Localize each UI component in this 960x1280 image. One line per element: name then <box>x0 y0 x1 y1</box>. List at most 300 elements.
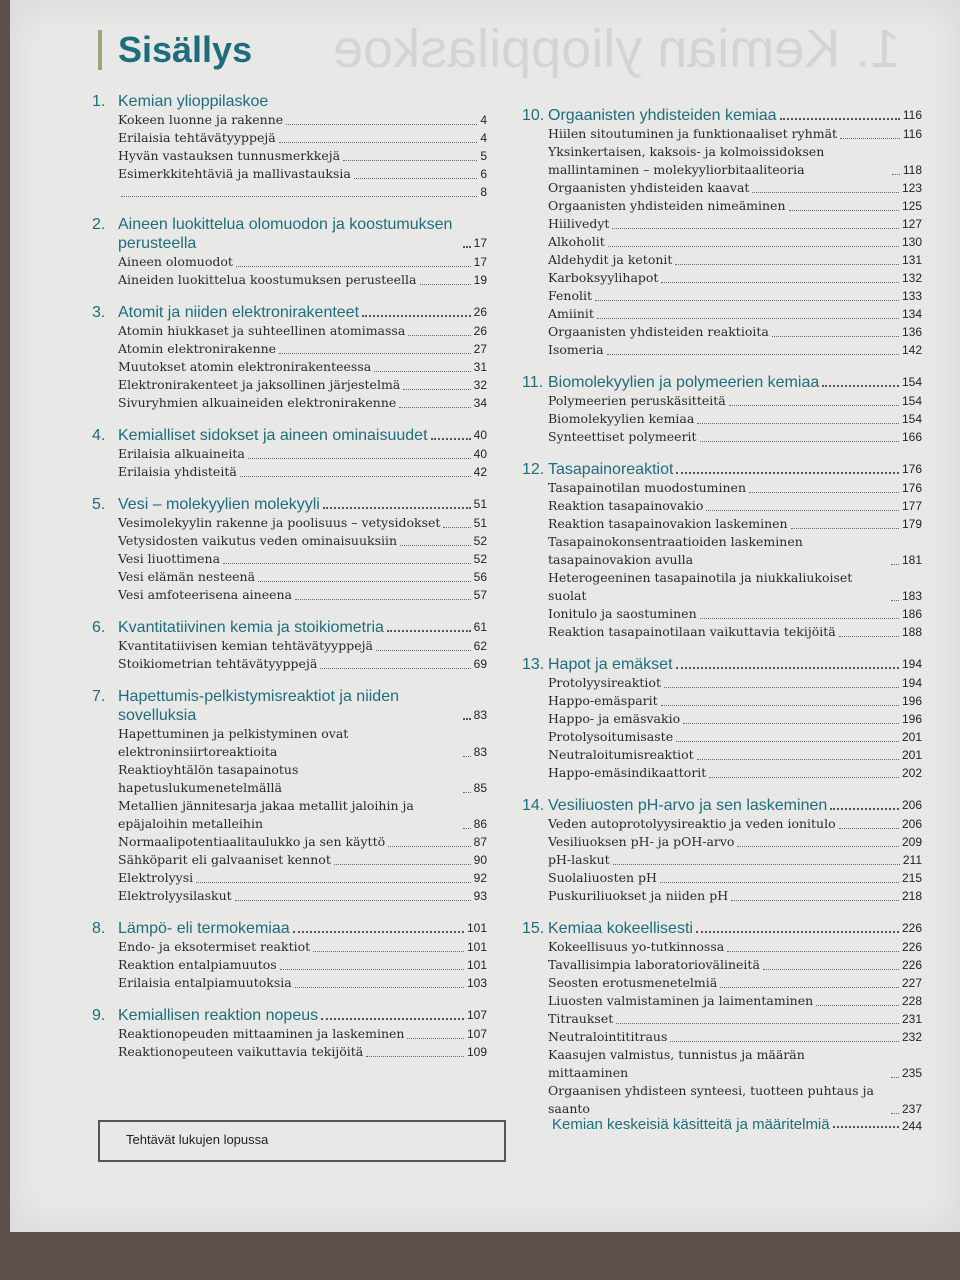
chapter-title: Tasapainoreaktiot <box>548 461 674 478</box>
chapter-title: Biomolekyylien ja polymeerien kemiaa <box>548 374 820 391</box>
chapter-title-row <box>118 426 487 445</box>
subsection-item[interactable] <box>548 938 922 956</box>
dot-leader <box>891 1113 899 1114</box>
dot-leader <box>731 900 899 901</box>
subsection-item[interactable] <box>548 815 922 833</box>
dot-leader <box>408 335 470 336</box>
dot-leader <box>334 864 471 865</box>
chapter-heading[interactable] <box>92 215 487 253</box>
subsection-list <box>548 815 922 905</box>
subsection-page-number: 56 <box>473 570 487 584</box>
dot-leader <box>420 284 471 285</box>
subsection-title: Stoikiometrian tehtävätyyppejä <box>118 656 318 671</box>
dot-leader <box>320 668 470 669</box>
subsection-title: Orgaanisen yhdisteen synteesi, tuotteen puhtaus ja saanto <box>548 1083 874 1116</box>
subsection-page-number: 127 <box>901 217 922 231</box>
subsection-title: Kokeen luonne ja rakenne <box>118 112 284 127</box>
subsection-item[interactable] <box>548 515 922 533</box>
toc-chapter <box>92 618 487 673</box>
chapter-title: Atomit ja niiden elektronirakenteet <box>118 304 360 321</box>
subsection-page-number: 101 <box>466 940 487 954</box>
chapter-title-row <box>548 919 922 938</box>
subsection-page-number: 83 <box>473 745 487 759</box>
dot-leader <box>752 192 899 193</box>
chapter-title: Kemialliset sidokset ja aineen ominaisuudet <box>118 427 428 444</box>
dot-leader <box>374 371 470 372</box>
subsection-title: Kvantitatiivisen kemian tehtävätyyppejä <box>118 638 373 653</box>
chapter-heading[interactable] <box>92 495 487 514</box>
chapter-heading[interactable] <box>522 106 922 125</box>
subsection-page-number: 103 <box>466 976 487 990</box>
subsection-title: Kaasujen valmistus, tunnistus ja määrän mittaaminen <box>548 1047 805 1080</box>
chapter-page-number: 17 <box>473 236 487 250</box>
subsection-page-number: 188 <box>901 625 922 639</box>
subsection-item[interactable] <box>118 637 487 655</box>
chapter-heading[interactable] <box>522 460 922 479</box>
subsection-item[interactable] <box>118 129 487 147</box>
subsection-item[interactable] <box>118 568 487 586</box>
dot-leader <box>833 1126 899 1128</box>
chapter-number: 11. <box>522 374 544 391</box>
subsection-page-number: 181 <box>901 553 922 567</box>
chapter-heading[interactable] <box>522 919 922 938</box>
subsection-item[interactable] <box>548 392 922 410</box>
chapter-number: 10. <box>522 107 545 124</box>
subsection-item[interactable] <box>548 956 922 974</box>
end-of-chapter-exercises-box: Tehtävät lukujen lopussa <box>98 1120 506 1162</box>
subsection-page-number: 125 <box>901 199 922 213</box>
subsection-title: Neutralointititraus <box>548 1029 668 1044</box>
subsection-item[interactable] <box>118 532 487 550</box>
subsection-item[interactable] <box>548 728 922 746</box>
subsection-title: Vesi elämän nesteenä <box>118 569 256 584</box>
subsection-title: Tasapainokonsentraatioiden laskeminen tasapainovakion avulla <box>548 534 803 567</box>
subsection-item[interactable] <box>548 341 922 359</box>
dot-leader <box>407 1038 464 1039</box>
subsection-page-number: 123 <box>901 181 922 195</box>
subsection-page-number: 4 <box>480 113 487 127</box>
subsection-page-number: 194 <box>901 676 922 690</box>
dot-leader <box>763 969 899 970</box>
subsection-page-number: 211 <box>902 853 922 867</box>
subsection-item[interactable] <box>118 147 487 165</box>
subsection-page-number: 226 <box>901 940 922 954</box>
subsection-item[interactable] <box>548 323 922 341</box>
subsection-list <box>118 445 487 481</box>
subsection-item[interactable] <box>118 1043 487 1061</box>
bleed-through-text: 1. Kemian ylioppilaskoe <box>332 19 900 79</box>
subsection-item[interactable] <box>548 674 922 692</box>
subsection-title: Elektrolyysilaskut <box>118 888 232 903</box>
subsection-page-number: 51 <box>473 516 487 530</box>
subsection-title: Normaalipotentiaalitaulukko ja sen käyttö <box>118 834 386 849</box>
dot-leader <box>236 266 471 267</box>
subsection-title: Suolaliuosten pH <box>548 870 657 885</box>
toc-left-column <box>92 92 487 1075</box>
chapter-number: 5. <box>92 496 106 513</box>
subsection-title: Reaktion tasapainotilaan vaikuttavia tekijöitä <box>548 624 836 639</box>
subsection-item[interactable] <box>548 125 922 143</box>
subsection-page-number: 136 <box>901 325 922 339</box>
subsection-page-number: 237 <box>901 1102 922 1116</box>
subsection-item[interactable] <box>118 111 487 129</box>
subsection-title: Vetysidosten vaikutus veden ominaisuuksiin <box>118 533 398 548</box>
subsection-title: Reaktion tasapainovakio <box>548 498 704 513</box>
subsection-title: Hiilivedyt <box>548 216 610 231</box>
subsection-title: Happo-emäsindikaattorit <box>548 765 707 780</box>
subsection-page-number: 186 <box>901 607 922 621</box>
subsection-item[interactable] <box>548 143 922 179</box>
subsection-item[interactable] <box>118 463 487 481</box>
subsection-item[interactable] <box>118 376 487 394</box>
subsection-item[interactable] <box>118 550 487 568</box>
dot-leader <box>830 808 899 810</box>
subsection-item[interactable] <box>118 956 487 974</box>
subsection-page-number: 226 <box>901 958 922 972</box>
subsection-item[interactable] <box>548 1010 922 1028</box>
toc-final-entry[interactable] <box>552 1116 922 1133</box>
subsection-list <box>118 111 487 201</box>
subsection-item[interactable] <box>118 183 487 201</box>
subsection-item[interactable] <box>548 179 922 197</box>
subsection-item[interactable] <box>118 725 487 761</box>
subsection-page-number: 196 <box>901 694 922 708</box>
subsection-title: Kokeellisuus yo-tutkinnossa <box>548 939 725 954</box>
chapter-number: 6. <box>92 619 106 636</box>
chapter-heading[interactable] <box>522 655 922 674</box>
chapter-page-number: 40 <box>473 428 487 442</box>
subsection-page-number: 228 <box>901 994 922 1008</box>
subsection-title: Isomeria <box>548 342 604 357</box>
subsection-page-number: 8 <box>480 185 487 199</box>
subsection-page-number: 209 <box>901 835 922 849</box>
subsection-title: Reaktioyhtälön tasapainotus hapetuslukumenetelmällä <box>118 762 299 795</box>
subsection-page-number: 69 <box>473 657 487 671</box>
subsection-item[interactable] <box>548 833 922 851</box>
subsection-item[interactable] <box>548 533 922 569</box>
chapter-title-row <box>118 687 487 725</box>
dot-leader <box>891 600 899 601</box>
subsection-item[interactable] <box>548 269 922 287</box>
subsection-title: Orgaanisten yhdisteiden nimeäminen <box>548 198 786 213</box>
dot-leader <box>595 300 899 301</box>
subsection-item[interactable] <box>548 251 922 269</box>
subsection-title: Reaktionopeuteen vaikuttavia tekijöitä <box>118 1044 364 1059</box>
subsection-item[interactable] <box>118 938 487 956</box>
final-entry-page: 244 <box>901 1119 922 1133</box>
subsection-list <box>548 674 922 782</box>
subsection-title: Orgaanisten yhdisteiden reaktioita <box>548 324 769 339</box>
toc-chapter <box>522 460 922 641</box>
dot-leader <box>295 987 464 988</box>
subsection-item[interactable] <box>118 1025 487 1043</box>
chapter-number: 7. <box>92 688 106 705</box>
subsection-title: Vesi amfoteerisena aineena <box>118 587 292 602</box>
subsection-item[interactable] <box>548 410 922 428</box>
final-entry-title: Kemian keskeisiä käsitteitä ja määritelmiä <box>552 1116 830 1133</box>
subsection-page-number: 92 <box>473 871 487 885</box>
subsection-list <box>118 1025 487 1061</box>
subsection-item[interactable] <box>548 233 922 251</box>
chapter-title: Kemian ylioppilaskoe <box>118 93 269 110</box>
subsection-item[interactable] <box>118 253 487 271</box>
dot-leader <box>676 472 899 474</box>
subsection-page-number: 19 <box>473 273 487 287</box>
subsection-item[interactable] <box>118 869 487 887</box>
subsection-page-number: 130 <box>901 235 922 249</box>
subsection-title: Aineen olomuodot <box>118 254 233 269</box>
subsection-item[interactable] <box>548 479 922 497</box>
subsection-title: Ionitulo ja saostuminen <box>548 606 697 621</box>
subsection-title: Tasapainotilan muodostuminen <box>548 480 747 495</box>
subsection-item[interactable] <box>118 394 487 412</box>
subsection-title: Elektronirakenteet ja jaksollinen järjestelmä <box>118 377 401 392</box>
dot-leader <box>661 705 899 706</box>
chapter-page-number: 51 <box>473 497 487 511</box>
chapter-number: 14. <box>522 797 545 814</box>
subsection-page-number: 42 <box>473 465 487 479</box>
chapter-number: 12. <box>522 461 545 478</box>
subsection-page-number: 134 <box>901 307 922 321</box>
chapter-title-row <box>548 796 922 815</box>
subsection-title: Happo- ja emäsvakio <box>548 711 681 726</box>
subsection-title: Hiilen sitoutuminen ja funktionaaliset ryhmät <box>548 126 838 141</box>
subsection-page-number: 201 <box>901 748 922 762</box>
subsection-page-number: 202 <box>901 766 922 780</box>
chapter-page-number: 101 <box>466 921 487 935</box>
subsection-page-number: 90 <box>473 853 487 867</box>
subsection-title: Atomin elektronirakenne <box>118 341 277 356</box>
subsection-title: Puskuriliuokset ja niiden pH <box>548 888 729 903</box>
dot-leader <box>321 1018 464 1020</box>
subsection-item[interactable] <box>118 322 487 340</box>
subsection-item[interactable] <box>548 497 922 515</box>
dot-leader <box>772 336 899 337</box>
subsection-title: Alkoholit <box>548 234 605 249</box>
dot-leader <box>443 527 470 528</box>
chapter-page-number: 116 <box>902 108 922 122</box>
subsection-page-number: 4 <box>480 131 487 145</box>
subsection-page-number: 166 <box>901 430 922 444</box>
subsection-title: Esimerkkitehtäviä ja mallivastauksia <box>118 166 351 181</box>
subsection-title: Yksinkertaisen, kaksois- ja kolmoissidoksen mallintaminen – molekyyliorbitaaliteoria <box>548 144 825 177</box>
subsection-item[interactable] <box>118 514 487 532</box>
chapter-heading[interactable] <box>92 919 487 938</box>
toc-chapter <box>522 106 922 359</box>
chapter-title: Hapettumis-pelkistymisreaktiot ja niiden sovelluksia <box>118 688 399 724</box>
subsection-item[interactable] <box>118 271 487 289</box>
subsection-item[interactable] <box>118 797 487 833</box>
subsection-item[interactable] <box>548 623 922 641</box>
dot-leader <box>697 759 899 760</box>
subsection-title: Tavallisimpia laboratoriovälineitä <box>548 957 760 972</box>
subsection-page-number: 179 <box>901 517 922 531</box>
dot-leader <box>223 563 471 564</box>
chapter-title: Aineen luokittelua olomuodon ja koostumuksen perusteella <box>118 216 453 252</box>
dot-leader <box>354 178 477 179</box>
subsection-page-number: 62 <box>473 639 487 653</box>
dot-leader <box>706 510 899 511</box>
chapter-title-row <box>118 215 487 253</box>
dot-leader <box>661 282 899 283</box>
subsection-item[interactable] <box>548 746 922 764</box>
dot-leader <box>737 846 899 847</box>
dot-leader <box>387 630 471 632</box>
dot-leader <box>700 441 899 442</box>
subsection-title: Sivuryhmien alkuaineiden elektronirakenne <box>118 395 397 410</box>
dot-leader <box>280 969 464 970</box>
subsection-page-number: 87 <box>473 835 487 849</box>
chapter-title: Vesi – molekyylien molekyyli <box>118 496 320 513</box>
subsection-item[interactable] <box>548 992 922 1010</box>
subsection-title: Metallien jännitesarja jakaa metallit jaloihin ja epäjaloihin metalleihin <box>118 798 414 831</box>
toc-chapter <box>92 687 487 905</box>
subsection-title: Aineiden luokittelua koostumuksen perusteella <box>118 272 417 287</box>
dot-leader <box>376 650 471 651</box>
subsection-title: Vesiliuoksen pH- ja pOH-arvo <box>548 834 735 849</box>
dot-leader <box>431 438 471 440</box>
subsection-item[interactable] <box>548 869 922 887</box>
subsection-page-number: 215 <box>901 871 922 885</box>
chapter-heading[interactable] <box>522 796 922 815</box>
subsection-list <box>118 322 487 412</box>
chapter-number: 9. <box>92 1007 106 1024</box>
chapter-number: 4. <box>92 427 106 444</box>
chapter-number: 13. <box>522 656 545 673</box>
subsection-item[interactable] <box>548 974 922 992</box>
dot-leader <box>399 407 470 408</box>
chapter-heading[interactable] <box>92 618 487 637</box>
chapter-page-number: 194 <box>901 657 922 671</box>
dot-leader <box>839 636 899 637</box>
dot-leader <box>463 828 471 829</box>
dot-leader <box>676 741 899 742</box>
subsection-page-number: 6 <box>480 167 487 181</box>
subsection-item[interactable] <box>548 1082 922 1118</box>
subsection-item[interactable] <box>548 215 922 233</box>
chapter-heading[interactable] <box>92 92 487 111</box>
chapter-page-number: 154 <box>901 375 922 389</box>
dot-leader <box>727 951 899 952</box>
chapter-heading[interactable] <box>92 426 487 445</box>
dot-leader <box>664 687 899 688</box>
subsection-page-number: 133 <box>901 289 922 303</box>
chapter-heading[interactable] <box>92 687 487 725</box>
chapter-heading[interactable] <box>92 1006 487 1025</box>
subsection-item[interactable] <box>118 833 487 851</box>
subsection-item[interactable] <box>118 851 487 869</box>
dot-leader <box>258 581 471 582</box>
subsection-item[interactable] <box>118 445 487 463</box>
dot-leader <box>366 1056 464 1057</box>
subsection-item[interactable] <box>118 887 487 905</box>
chapter-title-row <box>118 495 487 514</box>
subsection-item[interactable] <box>548 1046 922 1082</box>
chapter-heading[interactable] <box>92 303 487 322</box>
subsection-item[interactable] <box>548 305 922 323</box>
dot-leader <box>816 1005 899 1006</box>
subsection-title: Seosten erotusmenetelmiä <box>548 975 718 990</box>
subsection-page-number: 52 <box>473 552 487 566</box>
subsection-title: Neutraloitumisreaktiot <box>548 747 694 762</box>
subsection-title: Erilaisia yhdisteitä <box>118 464 237 479</box>
subsection-item[interactable] <box>548 692 922 710</box>
subsection-title: Protolyysireaktiot <box>548 675 661 690</box>
subsection-item[interactable] <box>118 586 487 604</box>
subsection-item[interactable] <box>118 974 487 992</box>
dot-leader <box>362 315 471 317</box>
chapter-title: Hapot ja emäkset <box>548 656 673 673</box>
chapter-heading[interactable] <box>522 373 922 392</box>
dot-leader <box>676 667 899 669</box>
chapter-title-row <box>548 373 922 392</box>
subsection-item[interactable] <box>548 1028 922 1046</box>
subsection-item[interactable] <box>548 605 922 623</box>
subsection-item[interactable] <box>118 655 487 673</box>
subsection-item[interactable] <box>118 358 487 376</box>
dot-leader <box>892 174 900 175</box>
subsection-page-number: 101 <box>466 958 487 972</box>
subsection-title: Erilaisia entalpiamuutoksia <box>118 975 292 990</box>
dot-leader <box>293 931 464 933</box>
dot-leader <box>313 951 464 952</box>
dot-leader <box>700 618 899 619</box>
book-page <box>10 0 960 1232</box>
subsection-item[interactable] <box>118 761 487 797</box>
subsection-item[interactable] <box>548 764 922 782</box>
toc-chapter <box>522 655 922 782</box>
dot-leader <box>613 864 900 865</box>
dot-leader <box>840 138 900 139</box>
dot-leader <box>286 124 477 125</box>
subsection-title: Elektrolyysi <box>118 870 194 885</box>
subsection-title: Endo- ja eksotermiset reaktiot <box>118 939 311 954</box>
dot-leader <box>240 476 471 477</box>
subsection-item[interactable] <box>118 165 487 183</box>
toc-chapter <box>522 919 922 1118</box>
subsection-page-number: 196 <box>901 712 922 726</box>
subsection-item[interactable] <box>548 287 922 305</box>
subsection-page-number: 32 <box>473 378 487 392</box>
subsection-list <box>118 725 487 905</box>
subsection-item[interactable] <box>118 340 487 358</box>
subsection-title: Fenolit <box>548 288 592 303</box>
chapter-title: Lämpö- eli termokemiaa <box>118 920 290 937</box>
subsection-item[interactable] <box>548 197 922 215</box>
dot-leader <box>891 1077 899 1078</box>
subsection-item[interactable] <box>548 887 922 905</box>
subsection-page-number: 131 <box>901 253 922 267</box>
subsection-title: Polymeerien peruskäsitteitä <box>548 393 726 408</box>
subsection-title: Titraukset <box>548 1011 614 1026</box>
subsection-item[interactable] <box>548 710 922 728</box>
subsection-title: Reaktion tasapainovakion laskeminen <box>548 516 788 531</box>
subsection-item[interactable] <box>548 851 922 869</box>
dot-leader <box>248 458 471 459</box>
dot-leader <box>729 405 899 406</box>
subsection-title: Synteettiset polymeerit <box>548 429 697 444</box>
dot-leader <box>709 777 899 778</box>
subsection-title: Hapettuminen ja pelkistyminen ovat elektroninsiirtoreaktioita <box>118 726 349 759</box>
subsection-item[interactable] <box>548 428 922 446</box>
subsection-title: Muutokset atomin elektronirakenteessa <box>118 359 372 374</box>
dot-leader <box>388 846 471 847</box>
subsection-page-number: 116 <box>902 127 922 141</box>
subsection-title: Erilaisia alkuaineita <box>118 446 245 461</box>
subsection-item[interactable] <box>548 569 922 605</box>
dot-leader <box>612 228 899 229</box>
chapter-title-row <box>548 106 922 125</box>
